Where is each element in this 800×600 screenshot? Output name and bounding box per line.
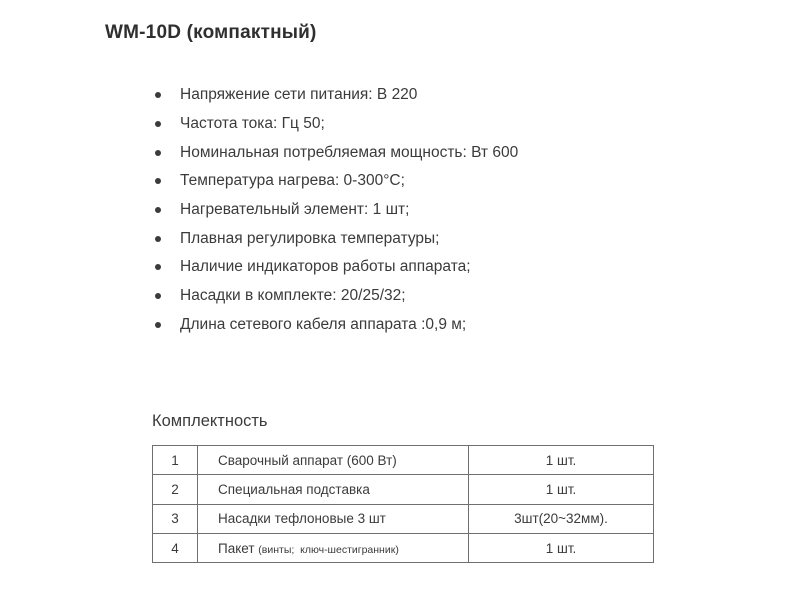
bullet-icon <box>155 264 161 270</box>
spec-item <box>155 282 518 311</box>
item-name-note: (винты; ключ-шестигранник) <box>258 543 399 556</box>
cell-item-name <box>198 533 469 562</box>
bullet-icon <box>155 322 161 328</box>
spec-text: Длина сетевого кабеля аппарата :0,9 м; <box>180 315 467 333</box>
table-row <box>153 504 654 533</box>
cell-item-name <box>198 475 469 504</box>
package-table <box>152 445 654 563</box>
cell-item-name <box>198 504 469 533</box>
bullet-icon <box>155 293 161 299</box>
cell-quantity: 1 шт. <box>469 533 654 562</box>
bullet-icon <box>155 92 161 98</box>
item-name-text: Специальная подставка <box>218 481 370 497</box>
cell-item-name <box>198 446 469 475</box>
cell-quantity: 1 шт. <box>469 446 654 475</box>
cell-row-number: 3 <box>153 504 198 533</box>
item-name-text: Насадки тефлоновые 3 шт <box>218 511 386 527</box>
item-name-text: Пакет <box>218 540 259 556</box>
table-row <box>153 533 654 562</box>
spec-text: Температура нагрева: 0-300°С; <box>180 172 405 190</box>
item-name-text: Сварочный аппарат (600 Вт) <box>218 452 397 468</box>
spec-text: Частота тока: Гц 50; <box>180 115 325 133</box>
bullet-icon <box>155 150 161 156</box>
spec-text: Нагревательный элемент: 1 шт; <box>180 201 410 219</box>
cell-row-number: 4 <box>153 533 198 562</box>
cell-quantity: 3шт(20~32мм). <box>469 504 654 533</box>
spec-text: Наличие индикаторов работы аппарата; <box>180 258 471 276</box>
section-heading-package: Комплектность <box>152 412 268 430</box>
spec-item <box>155 311 518 340</box>
table-row <box>153 475 654 504</box>
spec-item <box>155 138 518 167</box>
spec-item <box>155 224 518 253</box>
cell-row-number: 2 <box>153 475 198 504</box>
bullet-icon <box>155 121 161 127</box>
spec-item <box>155 110 518 139</box>
spec-item <box>155 253 518 282</box>
bullet-icon <box>155 236 161 242</box>
cell-quantity: 1 шт. <box>469 475 654 504</box>
spec-text: Насадки в комплекте: 20/25/32; <box>180 287 406 305</box>
page-title: WM-10D (компактный) <box>105 22 317 43</box>
bullet-icon <box>155 207 161 213</box>
spec-item <box>155 167 518 196</box>
spec-list <box>155 81 518 339</box>
table-row <box>153 446 654 475</box>
spec-text: Номинальная потребляемая мощность: Вт 600 <box>180 143 519 161</box>
spec-item <box>155 81 518 110</box>
cell-row-number: 1 <box>153 446 198 475</box>
bullet-icon <box>155 178 161 184</box>
spec-text: Напряжение сети питания: В 220 <box>180 86 418 104</box>
spec-text: Плавная регулировка температуры; <box>180 229 440 247</box>
spec-item <box>155 196 518 225</box>
